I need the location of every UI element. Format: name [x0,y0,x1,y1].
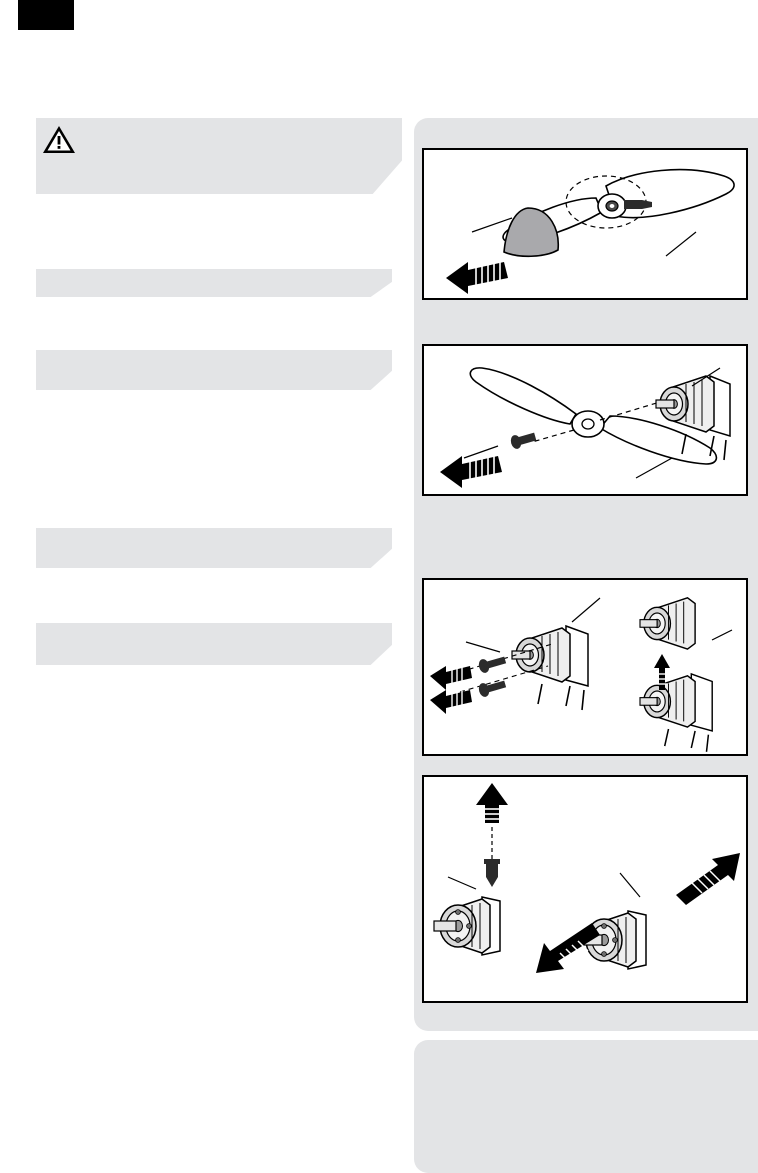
instruction-panel-b-text [36,350,392,363]
warning-text [36,118,402,131]
figure-4-grub-screw [422,775,748,1003]
instruction-panel-b [36,350,392,390]
instruction-panel-c-text [36,528,392,541]
figure-1-spinner-propeller [422,148,748,300]
warning-triangle-icon [42,124,76,154]
figure-3-mount-screws [422,578,748,756]
instruction-panel-c [36,528,392,568]
instruction-panel-d-text [36,623,392,636]
figure-2-propeller-motor [422,344,748,496]
warning-panel [36,118,402,194]
instruction-panel-a [36,269,392,297]
note-column-background [414,1040,758,1173]
page-number-marker [18,0,74,30]
instruction-panel-a-text [36,269,392,282]
instruction-panel-d [36,623,392,665]
